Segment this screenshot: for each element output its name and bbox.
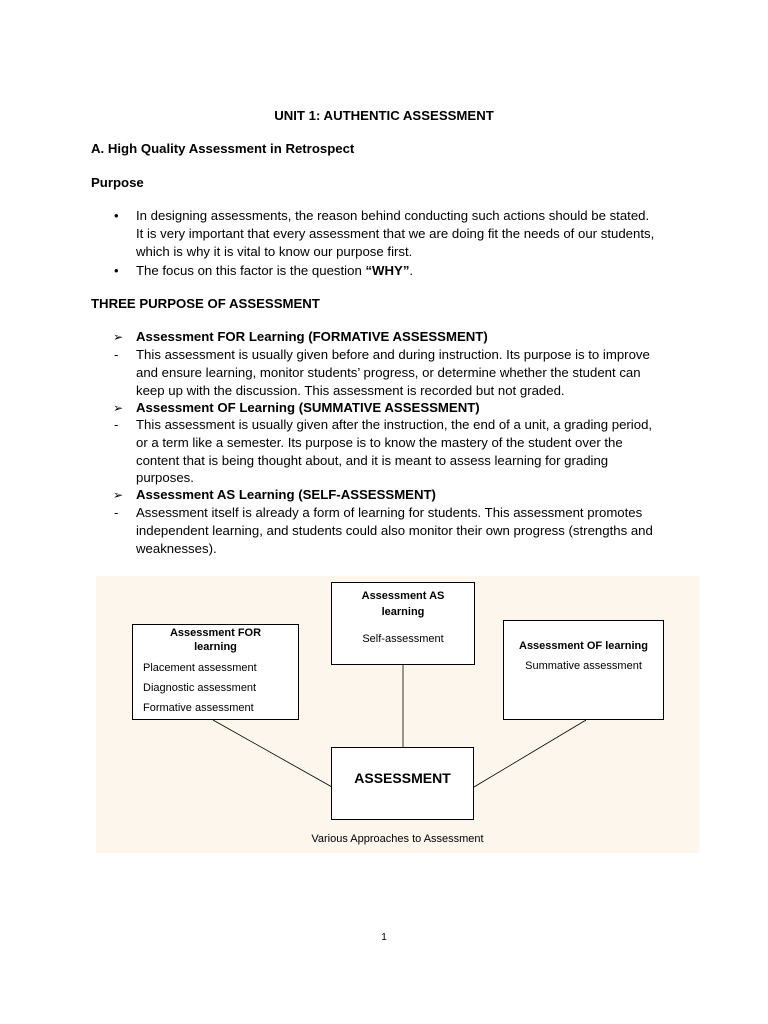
purpose-of-line-1: This assessment is usually given after the instruction, the end of a unit, a grading period, xyxy=(136,417,653,432)
purpose-of-line-4: purposes. xyxy=(136,470,194,485)
purpose-bullet-2-suffix: . xyxy=(409,263,414,278)
for-learning-box xyxy=(132,624,299,720)
section-heading: A. High Quality Assessment in Retrospect xyxy=(91,141,355,156)
purpose-as-line-2: independent learning, and students could also monitor their own progress (strengths and xyxy=(136,523,653,538)
purpose-of-heading: Assessment OF Learning (SUMMATIVE ASSESSMENT) xyxy=(136,400,480,415)
as-box-item: Self-assessment xyxy=(362,633,444,645)
as-box-title-line-2: learning xyxy=(381,606,425,618)
purpose-for-line-3: keep up with the discussion. This assessment is recorded but not graded. xyxy=(136,383,565,398)
for-box-item: Diagnostic assessment xyxy=(143,682,257,694)
purpose-bullet-2 xyxy=(136,262,413,280)
document-title: UNIT 1: AUTHENTIC ASSESSMENT xyxy=(274,108,494,123)
for-box-title-line-2: learning xyxy=(194,641,237,653)
why-emphasis: “WHY” xyxy=(365,263,410,278)
purpose-bullet-1-line-2: It is very important that every assessment that we are doing fit the needs of our students, xyxy=(136,226,655,241)
bullet-glyph: • xyxy=(114,208,119,223)
purpose-bullet-2-prefix: The focus on this factor is the question xyxy=(136,263,366,278)
purpose-for-line-2: and ensure learning, monitor students’ progress, or determine whether the student can xyxy=(136,365,641,380)
purpose-bullet-1-line-3: which is why it is vital to know our purpose first. xyxy=(136,244,413,259)
arrow-bullet-icon: ➢ xyxy=(113,330,124,344)
purpose-for-line-1: This assessment is usually given before and during instruction. Its purpose is to improve xyxy=(136,347,650,362)
connector-of-to-center xyxy=(474,720,586,787)
bullet-glyph: • xyxy=(114,263,119,278)
connector-for-to-center xyxy=(213,720,332,787)
for-box-item: Formative assessment xyxy=(143,702,254,714)
dash-glyph: - xyxy=(114,417,119,432)
diagram-caption: Various Approaches to Assessment xyxy=(311,833,484,845)
dash-glyph: - xyxy=(114,347,119,362)
assessment-approaches-diagram xyxy=(96,576,699,853)
dash-glyph: - xyxy=(114,505,119,520)
page-number: 1 xyxy=(381,932,387,943)
three-purposes-heading: THREE PURPOSE OF ASSESSMENT xyxy=(91,296,320,311)
purpose-as-line-3: weaknesses). xyxy=(136,541,217,556)
purpose-as-line-1: Assessment itself is already a form of learning for students. This assessment promotes xyxy=(136,505,643,520)
for-box-item: Placement assessment xyxy=(143,662,257,674)
for-box-title-line-1: Assessment FOR xyxy=(169,627,262,639)
arrow-bullet-icon: ➢ xyxy=(113,488,124,502)
of-box-item: Summative assessment xyxy=(525,660,642,672)
purpose-heading: Purpose xyxy=(91,175,144,190)
purpose-for-heading: Assessment FOR Learning (FORMATIVE ASSESSMENT) xyxy=(136,329,488,344)
purpose-of-line-2: or a term like a semester. Its purpose is to know the mastery of the student over the xyxy=(136,435,623,450)
arrow-bullet-icon: ➢ xyxy=(113,401,124,415)
as-box-title-line-1: Assessment AS xyxy=(361,590,445,602)
as-learning-box xyxy=(331,582,475,665)
purpose-as-heading: Assessment AS Learning (SELF-ASSESSMENT) xyxy=(136,487,436,502)
of-learning-box xyxy=(503,620,664,720)
purpose-of-line-3: content that is being thought about, and it is meant to assess learning for grading xyxy=(136,453,609,468)
purpose-bullet-1-line-1: In designing assessments, the reason behind conducting such actions should be stated. xyxy=(136,208,650,223)
assessment-center-box xyxy=(331,747,474,820)
center-box-label: ASSESSMENT xyxy=(354,770,451,786)
of-box-title: Assessment OF learning xyxy=(519,640,648,652)
